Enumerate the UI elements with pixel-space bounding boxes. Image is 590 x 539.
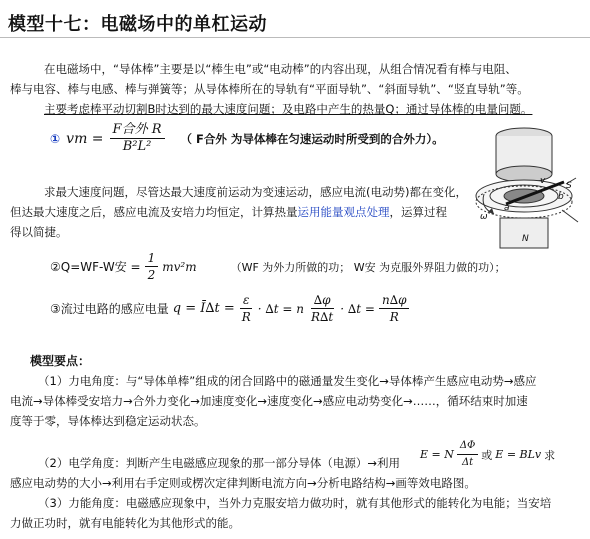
para2-highlight: 运用能量观点处理 [297, 205, 390, 219]
para2-line-1: 求最大速度问题，尽管达最大速度前运动为变速运动，感应电流(电动势)都在变化， [44, 185, 467, 199]
para2-line-2c: ，运算过程 [389, 205, 447, 219]
charge-frac-1-den: R [241, 310, 251, 324]
charge-frac-3-den: R [389, 310, 399, 324]
emf-fraction-num: ΔΦ [457, 438, 478, 455]
formula-max-velocity [50, 122, 444, 155]
point-3-line-1: （3）力能角度：电磁感应现象中，当外力克服安培力做功时，就有其他形式的能转化为电能；当安培 [38, 496, 552, 510]
heat-fraction-numerator: 1 [145, 250, 159, 267]
para2-line-3: 得以简捷。 [10, 225, 68, 239]
heat-rhs: mv²m [162, 259, 197, 274]
charge-mid-2: · ∆t = [340, 301, 375, 316]
charge-label: ③流过电路的感应电量 [50, 302, 169, 316]
figure-label-n: N [522, 234, 529, 244]
intro-line-2: 棒与电容、棒与电感、棒与弹簧等；从导体棒所在的导轨有“平面导轨”、“斜面导轨”、“竖直导轨”等。 [10, 82, 529, 96]
point-1-line-1: （1）力电角度：与“导体单棒”组成的闭合回路中的磁通量发生变化→导体棒产生感应电动势→感应 [38, 374, 537, 388]
fraction-numerator: F合外 R [110, 122, 165, 139]
emf-fraction-den: Δt [461, 457, 474, 468]
point-3-line-2: 力做正功时，就有电能转化为其他形式的能。 [10, 516, 240, 530]
charge-q: q = Ī∆t = [172, 301, 235, 316]
figure-label-a: a [504, 203, 510, 213]
figure-label-v: v [540, 176, 546, 186]
para2-line-2a: 但达最大速度之后，感应电流及安培力均恒定，计算热量 [10, 205, 298, 219]
charge-mid-1: · ∆t = n [257, 301, 305, 316]
formula-fraction [110, 122, 165, 155]
figure-label-s: S [566, 181, 572, 191]
figure-label-b: b [558, 192, 564, 202]
section-heading: 模型要点： [30, 354, 91, 368]
formula-heat [50, 250, 506, 283]
emf-or: 或 [481, 448, 493, 462]
title-divider [0, 37, 590, 38]
item-number-1: ① [50, 131, 61, 146]
formula-charge [50, 292, 409, 325]
point-1-line-3: 度等于零，导体棒达到稳定运动状态。 [10, 414, 206, 428]
heat-fraction [145, 250, 159, 283]
point-1-line-2: 电流→导体棒受安培力→合外力变化→加速度变化→速度变化→感应电动势变化→……，循环结束时加速 [10, 394, 528, 408]
heat-lhs: ②Q=WF-W安 = [50, 260, 141, 274]
point-2-line-2: 感应电动势的大小→利用右手定则或楞次定律判断电流方向→分析电路结构→画等效电路图。 [10, 476, 476, 490]
page-title: 模型十七：电磁场中的单杠运动 [8, 14, 267, 35]
charge-frac-2 [308, 292, 336, 325]
charge-frac-3-num: n∆φ [379, 292, 410, 309]
emf-tail: 求 [544, 448, 556, 462]
intro-line-3: 主要考虑棒平动切割B时达到的最大速度问题；及电路中产生的热量Q；通过导体棒的电量问题。 [44, 102, 533, 116]
formula-lhs: vm = [66, 130, 104, 147]
point-2-formulas [420, 438, 555, 471]
fraction-denominator: B²L² [122, 139, 152, 154]
charge-frac-1 [239, 292, 254, 325]
point-2-line-1: （2）电学角度：判断产生电磁感应现象的那一部分导体（电源）→利用 [38, 456, 400, 470]
charge-frac-1-num: ε [240, 292, 252, 309]
para2-line-2 [10, 203, 447, 221]
charge-frac-2-den: R∆t [311, 310, 334, 324]
figure-label-omega: ω [480, 212, 488, 222]
emf-fraction [457, 438, 478, 471]
emf-formula-lhs: E = N [420, 448, 454, 461]
formula-note: （ F合外 为导体棒在匀速运动时所受到的合外力）。 [180, 131, 444, 146]
heat-fraction-denominator: 2 [147, 268, 156, 282]
heat-note: （WF 为外力所做的功； W安 为克服外界阻力做的功）； [230, 260, 506, 274]
charge-frac-3 [379, 292, 410, 325]
intro-line-1: 在电磁场中，“导体棒”主要是以“棒生电”或“电动棒”的内容出现，从组合情况看有棒与电阻、 [44, 62, 517, 76]
charge-frac-2-num: ∆φ [311, 292, 334, 309]
emf-formula-2: E = BLv [495, 448, 542, 461]
